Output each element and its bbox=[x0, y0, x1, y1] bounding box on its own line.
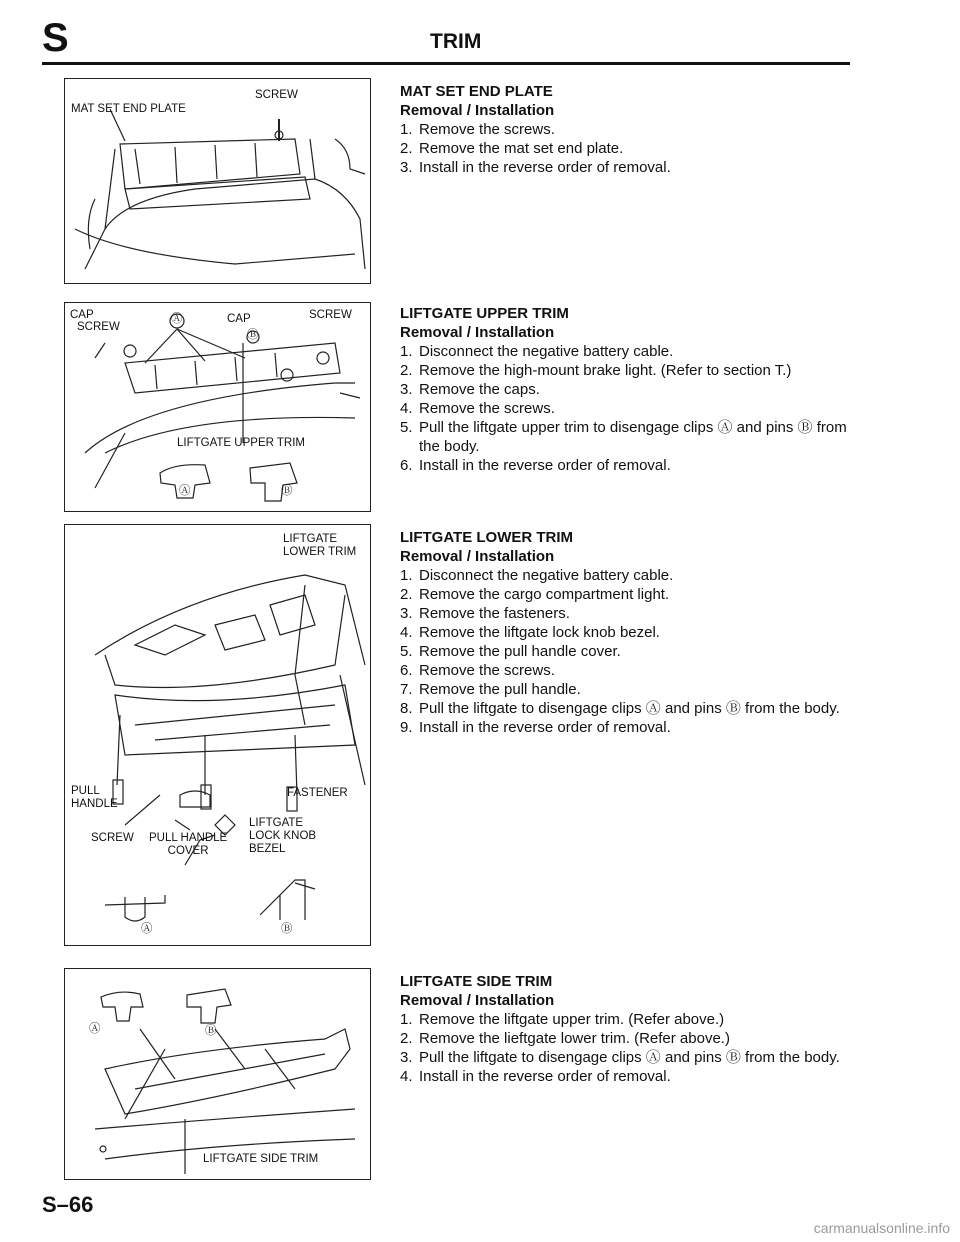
callout-b-pin: Ⓑ bbox=[205, 1025, 217, 1037]
label-screw-right: SCREW bbox=[309, 309, 352, 321]
step: 3. Pull the liftgate to disengage clips Ⓐ and pins Ⓑ from the body. bbox=[400, 1049, 840, 1066]
figure-liftgate-side-trim bbox=[64, 968, 371, 1180]
step: 6. Remove the screws. bbox=[400, 662, 555, 679]
section-subtitle: Removal / Installation bbox=[400, 548, 555, 565]
step: 9. Install in the reverse order of removal. bbox=[400, 719, 671, 736]
step: 3. Remove the fasteners. bbox=[400, 605, 570, 622]
step: 5. Remove the pull handle cover. bbox=[400, 643, 621, 660]
watermark: carmanualsonline.info bbox=[813, 1220, 950, 1236]
step: 3. Install in the reverse order of removal. bbox=[400, 159, 671, 176]
label-cap-left: CAP bbox=[70, 309, 94, 321]
callout-a: Ⓐ bbox=[171, 313, 183, 325]
figure-liftgate-upper-trim bbox=[64, 302, 371, 512]
page-title: TRIM bbox=[430, 30, 482, 53]
step: 3. Remove the caps. bbox=[400, 381, 540, 398]
step: 8. Pull the liftgate to disengage clips Ⓐ and pins Ⓑ from the body. bbox=[400, 700, 840, 717]
step: 6. Install in the reverse order of removal. bbox=[400, 457, 671, 474]
section-mat-set-end-plate bbox=[400, 82, 860, 177]
callout-b: Ⓑ bbox=[247, 329, 259, 341]
section-title: MAT SET END PLATE bbox=[400, 83, 553, 100]
section-liftgate-lower-trim bbox=[400, 528, 860, 737]
step: 1. Remove the liftgate upper trim. (Refer above.) bbox=[400, 1011, 725, 1028]
step: 5. Pull the liftgate upper trim to disengage clips Ⓐ and pins Ⓑ from the body. bbox=[400, 419, 847, 455]
step: 1. Remove the screws. bbox=[400, 121, 555, 138]
step: 1. Disconnect the negative battery cable. bbox=[400, 343, 674, 360]
step: 1. Disconnect the negative battery cable. bbox=[400, 567, 674, 584]
figure-liftgate-lower-trim bbox=[64, 524, 371, 946]
section-liftgate-upper-trim bbox=[400, 304, 860, 475]
label-fastener: FASTENER bbox=[287, 787, 348, 799]
step: 2. Remove the high-mount brake light. (Refer to section T.) bbox=[400, 362, 792, 379]
step: 2. Remove the cargo compartment light. bbox=[400, 586, 670, 603]
liftgate-lower-trim-illustration bbox=[65, 525, 370, 945]
label-mat-set-end-plate: MAT SET END PLATE bbox=[71, 103, 186, 115]
section-title: LIFTGATE UPPER TRIM bbox=[400, 305, 569, 322]
section-liftgate-side-trim bbox=[400, 972, 860, 1086]
section-letter: S bbox=[42, 16, 69, 60]
liftgate-upper-trim-illustration bbox=[65, 303, 370, 511]
section-subtitle: Removal / Installation bbox=[400, 102, 555, 119]
step: 2. Remove the mat set end plate. bbox=[400, 140, 624, 157]
header-rule bbox=[42, 62, 850, 65]
callout-b-pin: Ⓑ bbox=[281, 485, 293, 497]
label-pull-handle-cover: PULL HANDLE COVER bbox=[149, 832, 228, 857]
callout-b-pin: Ⓑ bbox=[281, 923, 293, 935]
section-subtitle: Removal / Installation bbox=[400, 324, 555, 341]
section-title: LIFTGATE SIDE TRIM bbox=[400, 973, 553, 990]
page-number: S–66 bbox=[42, 1192, 94, 1217]
section-title: LIFTGATE LOWER TRIM bbox=[400, 529, 574, 546]
figure-mat-set-end-plate bbox=[64, 78, 371, 284]
label-pull-handle: PULL HANDLE bbox=[71, 785, 118, 810]
label-liftgate-side-trim: LIFTGATE SIDE TRIM bbox=[203, 1153, 319, 1165]
step: 4. Remove the liftgate lock knob bezel. bbox=[400, 624, 660, 641]
step: 4. Remove the screws. bbox=[400, 400, 555, 417]
section-subtitle: Removal / Installation bbox=[400, 992, 555, 1009]
label-screw-left: SCREW bbox=[77, 321, 120, 333]
label-screw: SCREW bbox=[91, 832, 134, 844]
callout-a-clip: Ⓐ bbox=[141, 923, 153, 935]
label-liftgate-lower-trim bbox=[283, 533, 356, 559]
callout-a-clip: Ⓐ bbox=[179, 485, 191, 497]
step: 4. Install in the reverse order of removal. bbox=[400, 1068, 671, 1085]
label-cap-right: CAP bbox=[227, 313, 251, 325]
step: 7. Remove the pull handle. bbox=[400, 681, 581, 698]
label-lock-knob-bezel: LIFTGATE LOCK KNOB BEZEL bbox=[249, 817, 317, 855]
step: 2. Remove the lieftgate lower trim. (Refer above.) bbox=[400, 1030, 730, 1047]
label-screw: SCREW bbox=[255, 89, 298, 101]
callout-a-clip: Ⓐ bbox=[89, 1023, 101, 1035]
label-liftgate-lower-trim-l1: LIFTGATE LOWER TRIM bbox=[283, 533, 357, 558]
liftgate-side-trim-illustration bbox=[65, 969, 370, 1179]
label-liftgate-upper-trim: LIFTGATE UPPER TRIM bbox=[177, 437, 306, 449]
